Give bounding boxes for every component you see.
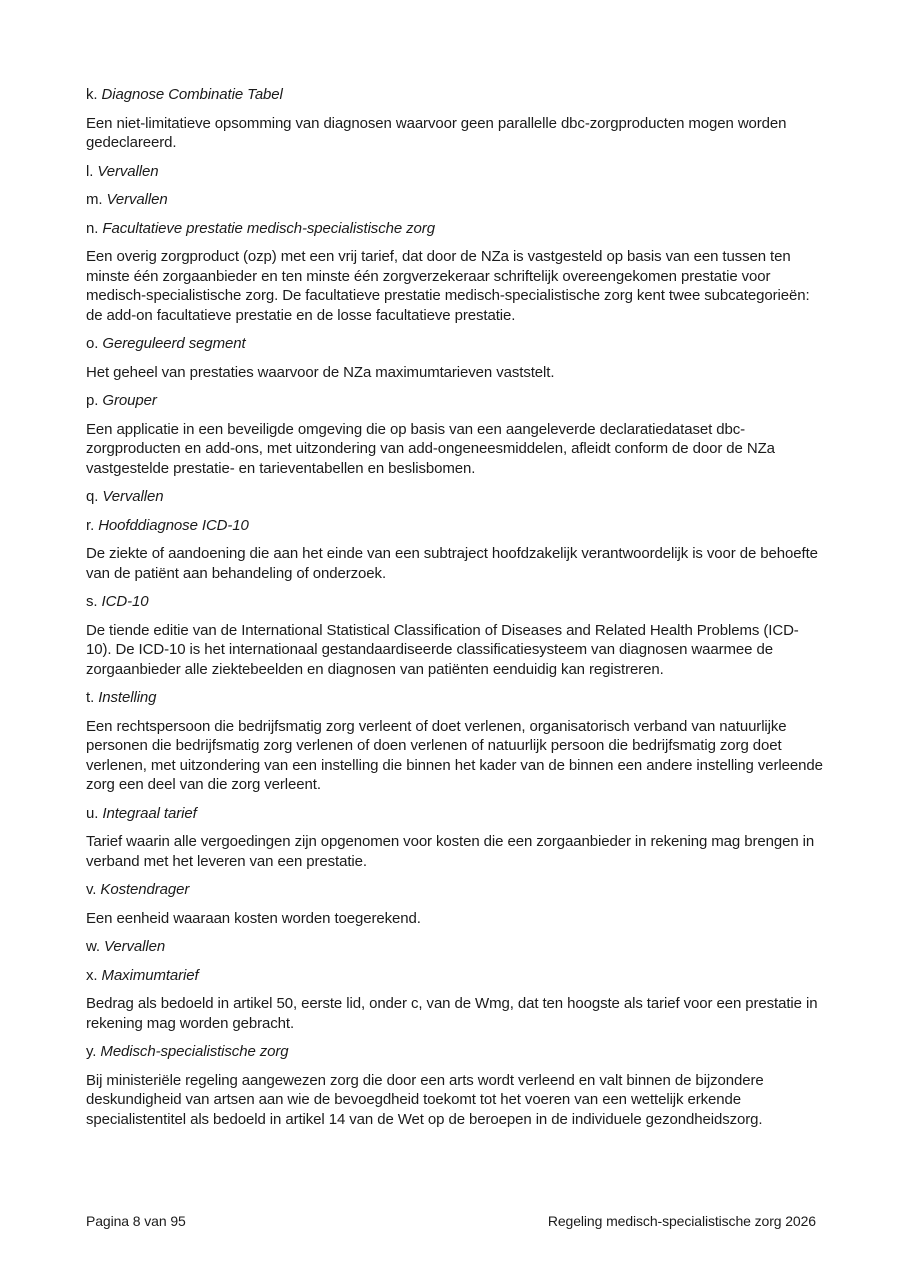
term-name: Vervallen <box>97 162 159 180</box>
page-footer <box>86 1212 816 1230</box>
term-heading <box>86 880 823 900</box>
term-name: Facultatieve prestatie medisch-specialistische zorg <box>102 219 435 237</box>
term-name: Diagnose Combinatie Tabel <box>101 86 283 103</box>
term-heading <box>86 804 823 824</box>
term-name: ICD-10 <box>101 593 149 610</box>
term-letter: x. <box>86 966 102 984</box>
term-letter: u. <box>86 804 103 822</box>
term-heading <box>86 1042 823 1062</box>
term-heading <box>86 688 823 708</box>
term-name: Kostendrager <box>100 881 190 898</box>
term-heading <box>86 162 823 182</box>
term-heading <box>86 190 823 210</box>
term-name: Vervallen <box>106 191 168 208</box>
term-letter: p. <box>86 392 103 409</box>
definition-paragraph: Een rechtspersoon die bedrijfsmatig zorg verleent of doet verlenen, organisatorisch verband van natuurlijke personen die bedrijfsmatig zorg verlenen of doen verlenen of natuurlijk persoon die bedrijfsmatig zorg doet verlenen, met uitzondering van een instelling die binnen het kader van de binnen een andere instelling verleende zorg een deel van die zorg verleent. <box>86 717 823 793</box>
definition-paragraph: Een eenheid waaraan kosten worden toegerekend. <box>86 909 421 927</box>
term-heading <box>86 516 823 536</box>
term-name: Vervallen <box>102 488 164 505</box>
term-letter: k. <box>86 86 102 103</box>
term-heading <box>86 219 823 239</box>
term-letter: n. <box>86 219 103 237</box>
term-name: Vervallen <box>104 938 166 955</box>
term-name: Gereguleerd segment <box>102 335 246 352</box>
term-letter: l. <box>86 162 98 180</box>
term-name: Medisch-specialistische zorg <box>100 1043 289 1060</box>
definition-paragraph: Een overig zorgproduct (ozp) met een vrij tarief, dat door de NZa is vastgesteld op basis van een tussen ten minste één zorgaanbieder en ten minste één zorgverzekeraar schriftelijk overeengekomen prestatie voor medisch-specialistische zorg. De facultatieve prestatie medisch-specialistische zorg kent twee subcategorieën: de add-on facultatieve prestatie en de losse facultatieve prestatie. <box>86 248 810 324</box>
term-letter: y. <box>86 1043 101 1060</box>
term-heading <box>86 85 823 105</box>
term-letter: m. <box>86 191 107 208</box>
definition-paragraph: Tarief waarin alle vergoedingen zijn opgenomen voor kosten die een zorgaanbieder in rekening mag brengen in verband met het leveren van een prestatie. <box>86 833 815 870</box>
term-letter: w. <box>86 938 105 955</box>
term-heading <box>86 966 823 986</box>
definition-paragraph: Een niet-limitatieve opsomming van diagnosen waarvoor geen parallelle dbc-zorgproducten mogen worden gedeclareerd. <box>86 114 787 151</box>
definition-paragraph: Een applicatie in een beveiligde omgeving die op basis van een aangeleverde declaratiedataset dbc-zorgproducten en add-ons, met uitzondering van add-ongeneesmiddelen, afleidt conform de door de NZa vastgestelde prestatie- en tarieventabellen en beslisbomen. <box>86 420 775 477</box>
term-letter: r. <box>86 516 99 534</box>
term-heading <box>86 487 823 507</box>
term-letter: t. <box>86 689 99 706</box>
definition-paragraph: De ziekte of aandoening die aan het einde van een subtraject hoofdzakelijk verantwoordelijk is voor de behoefte van de patiënt aan behandeling of onderzoek. <box>86 545 818 582</box>
term-name: Maximumtarief <box>101 966 199 984</box>
term-letter: s. <box>86 593 102 610</box>
term-heading <box>86 391 823 411</box>
definition-paragraph: Het geheel van prestaties waarvoor de NZa maximumtarieven vaststelt. <box>86 363 555 381</box>
term-letter: o. <box>86 335 103 352</box>
term-heading <box>86 592 823 612</box>
term-heading <box>86 334 823 354</box>
term-name: Grouper <box>102 392 157 409</box>
term-name: Hoofddiagnose ICD-10 <box>98 516 249 534</box>
document-body <box>86 85 823 1138</box>
footer-page-number: Pagina 8 van 95 <box>86 1213 186 1229</box>
footer-document-title: Regeling medisch-specialistische zorg 2026 <box>547 1213 816 1229</box>
definition-paragraph: Bedrag als bedoeld in artikel 50, eerste lid, onder c, van de Wmg, dat ten hoogste als tarief voor een prestatie in rekening mag worden gebracht. <box>86 995 818 1032</box>
term-letter: v. <box>86 881 101 898</box>
term-letter: q. <box>86 488 103 505</box>
definition-paragraph: Bij ministeriële regeling aangewezen zorg die door een arts wordt verleend en valt binnen de bijzondere deskundigheid van artsen aan wie de bevoegdheid toekomt tot het voeren van een wettelijk erkende specialistentitel als bedoeld in artikel 14 van de Wet op de beroepen in de individuele gezondheidszorg. <box>86 1071 764 1128</box>
term-heading <box>86 937 823 957</box>
term-name: Instelling <box>98 689 157 706</box>
term-name: Integraal tarief <box>102 804 197 822</box>
definition-paragraph: De tiende editie van de International Statistical Classification of Diseases and Related Health Problems (ICD-10). De ICD-10 is het internationaal gestandaardiseerde classificatiesysteem van diagnosen waarmee de zorgaanbieder alle ziektebeelden en diagnosen van patiënten eenduidig kan registreren. <box>86 621 799 678</box>
